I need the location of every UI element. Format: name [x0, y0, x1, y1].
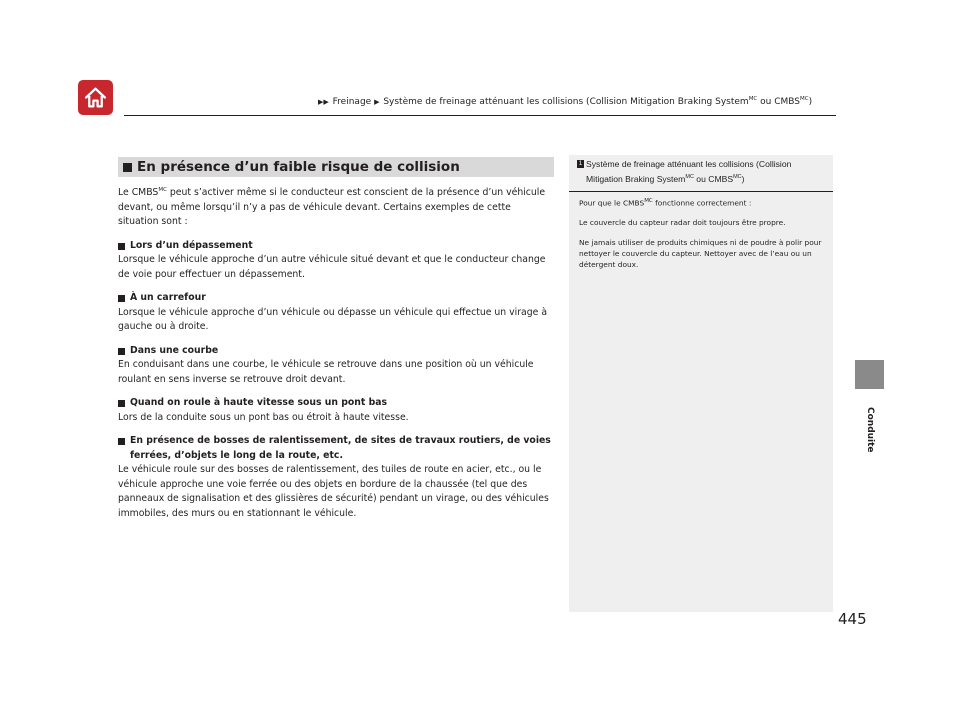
- square-bullet-icon: [118, 295, 125, 302]
- note-paragraph: Ne jamais utiliser de produits chimiques ni de poudre à polir pour nettoyer le couvercle du capteur. Nettoyer avec de l’eau ou un détergent doux.: [579, 238, 822, 270]
- home-icon: [83, 85, 108, 110]
- note-paragraph: Le couvercle du capteur radar doit toujours être propre.: [579, 218, 786, 228]
- note-body: [569, 192, 833, 270]
- item-text: En conduisant dans une courbe, le véhicule se retrouve dans une position où un véhicule roulant en sens inverse se retrouve droit devant.: [118, 359, 534, 385]
- square-bullet-icon: [123, 163, 132, 172]
- list-item: [118, 396, 554, 425]
- item-title: À un carrefour: [130, 292, 206, 304]
- chapter-tab-label: Conduite: [865, 407, 875, 453]
- item-text: Le véhicule roule sur des bosses de ralentissement, des tuiles de route en acier, etc., ou le véhicule approche une voie ferrée ou des objets en bordure de la chaussée (tel que des panneaux de signalisation et des glissières de sécurité) pendant un virage, ou des véhicules immobiles, des murs ou en stationnant le véhicule.: [118, 464, 549, 519]
- square-bullet-icon: [118, 400, 125, 407]
- breadcrumb-item-braking[interactable]: Freinage: [332, 97, 372, 107]
- list-item: [118, 344, 554, 388]
- item-text: Lorsque le véhicule approche d’un véhicule ou dépasse un véhicule qui effectue un virage à gauche ou à droite.: [118, 306, 548, 333]
- note-paragraph: Pour que le $CMBS^{MC}$ fonctionne correctement :: [579, 197, 752, 208]
- breadcrumb-arrow-icon: ▶▶: [318, 98, 329, 106]
- breadcrumb-item-cmbs[interactable]: Système de freinage atténuant les collisions (Collision Mitigation Braking System$^{MC}$ ou $CMBS^{MC}$): [383, 96, 813, 107]
- item-text: Lorsque le véhicule approche d’un autre véhicule situé devant et que le conducteur change de voie pour effectuer un dépassement.: [118, 254, 546, 280]
- home-button[interactable]: [78, 80, 113, 115]
- square-bullet-icon: [118, 348, 125, 355]
- header-divider: [124, 115, 836, 116]
- section-title: En présence d’un faible risque de collision: [137, 159, 460, 175]
- note-title: 1 Système de freinage atténuant les collisions (Collision Mitigation Braking System$^{MC}$ ou $CMBS^{MC}$): [569, 155, 833, 192]
- square-bullet-icon: [118, 243, 125, 250]
- list-item: [118, 239, 554, 283]
- breadcrumb: [318, 96, 812, 107]
- square-bullet-icon: [118, 438, 125, 445]
- item-title: En présence de bosses de ralentissement, de sites de travaux routiers, de voies ferrées, d’objets le long de la route, etc.: [130, 435, 551, 461]
- section-header: [118, 157, 554, 177]
- side-note: [569, 155, 833, 612]
- page-number: 445: [838, 610, 867, 628]
- item-text: Lors de la conduite sous un pont bas ou étroit à haute vitesse.: [118, 411, 409, 423]
- item-title: Lors d’un dépassement: [130, 239, 253, 251]
- item-title: Dans une courbe: [130, 344, 219, 356]
- breadcrumb-arrow-icon: ▶: [374, 98, 380, 106]
- main-content: [118, 157, 554, 521]
- list-item: [118, 291, 554, 335]
- list-item: [118, 434, 554, 521]
- item-title: Quand on roule à haute vitesse sous un pont bas: [130, 397, 388, 409]
- intro-paragraph: Le $CMBS^{MC}$ peut s’activer même si le conducteur est conscient de la présence d’un véhicule devant, ou même lorsqu’il n’y a pas de véhicule devant. Certains exemples de cette situation sont :: [118, 187, 546, 228]
- reference-marker-icon: 1: [578, 161, 583, 167]
- chapter-tab[interactable]: [855, 360, 884, 389]
